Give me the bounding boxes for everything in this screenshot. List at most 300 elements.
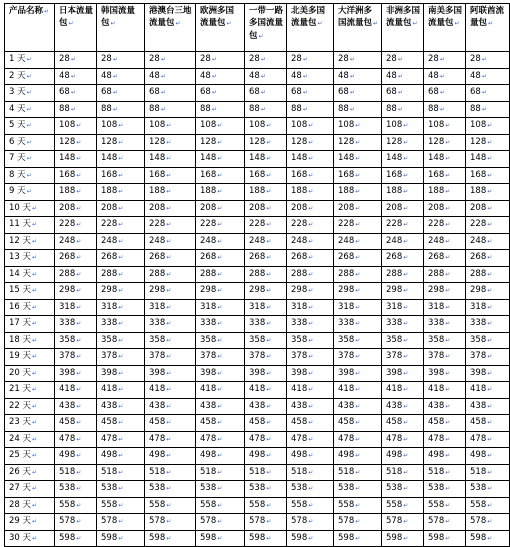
- price-cell: 288 ↵: [287, 266, 334, 283]
- price-cell: 358 ↵: [466, 332, 510, 349]
- price-cell: 458 ↵: [145, 415, 196, 432]
- price-cell: 168 ↵: [97, 167, 145, 184]
- price-cell: 418 ↵: [145, 382, 196, 399]
- price-cell: 518 ↵: [245, 464, 287, 481]
- price-cell: 208 ↵: [424, 200, 466, 217]
- price-cell: 538 ↵: [334, 481, 382, 498]
- price-cell: 378 ↵: [196, 349, 245, 366]
- price-cell: 458 ↵: [55, 415, 97, 432]
- price-cell: 578 ↵: [466, 514, 510, 531]
- price-cell: 518 ↵: [334, 464, 382, 481]
- price-cell: 128 ↵: [196, 134, 245, 151]
- price-cell: 68 ↵: [55, 85, 97, 102]
- price-cell: 338 ↵: [245, 316, 287, 333]
- price-cell: 108 ↵: [196, 118, 245, 135]
- price-cell: 538 ↵: [97, 481, 145, 498]
- price-cell: 358 ↵: [287, 332, 334, 349]
- price-cell: 168 ↵: [466, 167, 510, 184]
- price-cell: 318 ↵: [97, 299, 145, 316]
- price-cell: 558 ↵: [145, 497, 196, 514]
- price-cell: 398 ↵: [245, 365, 287, 382]
- price-cell: 298 ↵: [245, 283, 287, 300]
- price-cell: 298 ↵: [382, 283, 424, 300]
- price-cell: 128 ↵: [145, 134, 196, 151]
- table-row: [5, 332, 510, 349]
- price-cell: 188 ↵: [55, 184, 97, 201]
- price-cell: 188 ↵: [97, 184, 145, 201]
- price-cell: 558 ↵: [424, 497, 466, 514]
- price-cell: 358 ↵: [55, 332, 97, 349]
- price-cell: 88 ↵: [245, 101, 287, 118]
- table-row: [5, 514, 510, 531]
- price-cell: 398 ↵: [55, 365, 97, 382]
- price-cell: 168 ↵: [287, 167, 334, 184]
- price-cell: 438 ↵: [466, 398, 510, 415]
- day-label-cell: 30 天 ↵: [5, 530, 55, 547]
- day-label-cell: 1 天 ↵: [5, 52, 55, 69]
- price-cell: 248 ↵: [97, 233, 145, 250]
- price-cell: 208 ↵: [287, 200, 334, 217]
- price-cell: 538 ↵: [245, 481, 287, 498]
- price-cell: 478 ↵: [97, 431, 145, 448]
- price-cell: 188 ↵: [145, 184, 196, 201]
- day-label-cell: 10 天 ↵: [5, 200, 55, 217]
- price-cell: 378 ↵: [145, 349, 196, 366]
- price-cell: 248 ↵: [245, 233, 287, 250]
- price-cell: 268 ↵: [97, 250, 145, 267]
- table-row: [5, 151, 510, 168]
- price-cell: 108 ↵: [334, 118, 382, 135]
- day-label-cell: 22 天 ↵: [5, 398, 55, 415]
- column-header: 非洲多国流量包 ↵: [382, 4, 424, 52]
- price-cell: 48 ↵: [466, 68, 510, 85]
- price-cell: 68 ↵: [97, 85, 145, 102]
- day-label-cell: 15 天 ↵: [5, 283, 55, 300]
- table-row: [5, 134, 510, 151]
- price-cell: 28 ↵: [196, 52, 245, 69]
- day-label-cell: 24 天 ↵: [5, 431, 55, 448]
- price-cell: 518 ↵: [55, 464, 97, 481]
- price-cell: 268 ↵: [245, 250, 287, 267]
- price-cell: 268 ↵: [287, 250, 334, 267]
- price-cell: 558 ↵: [287, 497, 334, 514]
- price-cell: 108 ↵: [466, 118, 510, 135]
- price-cell: 128 ↵: [382, 134, 424, 151]
- price-cell: 478 ↵: [196, 431, 245, 448]
- price-cell: 478 ↵: [287, 431, 334, 448]
- price-cell: 578 ↵: [145, 514, 196, 531]
- price-cell: 68 ↵: [287, 85, 334, 102]
- price-cell: 148 ↵: [334, 151, 382, 168]
- price-cell: 598 ↵: [382, 530, 424, 547]
- price-cell: 68 ↵: [466, 85, 510, 102]
- price-cell: 248 ↵: [145, 233, 196, 250]
- price-cell: 438 ↵: [97, 398, 145, 415]
- price-cell: 358 ↵: [424, 332, 466, 349]
- price-cell: 578 ↵: [196, 514, 245, 531]
- price-cell: 338 ↵: [145, 316, 196, 333]
- price-cell: 298 ↵: [196, 283, 245, 300]
- price-cell: 318 ↵: [55, 299, 97, 316]
- price-cell: 458 ↵: [334, 415, 382, 432]
- price-cell: 538 ↵: [424, 481, 466, 498]
- table-row: [5, 398, 510, 415]
- price-cell: 68 ↵: [145, 85, 196, 102]
- price-cell: 168 ↵: [424, 167, 466, 184]
- price-cell: 228 ↵: [145, 217, 196, 234]
- price-cell: 288 ↵: [97, 266, 145, 283]
- price-cell: 338 ↵: [55, 316, 97, 333]
- column-header: 韩国流量包 ↵: [97, 4, 145, 52]
- price-cell: 538 ↵: [55, 481, 97, 498]
- price-cell: 208 ↵: [55, 200, 97, 217]
- price-cell: 48 ↵: [334, 68, 382, 85]
- price-cell: 598 ↵: [424, 530, 466, 547]
- price-cell: 458 ↵: [382, 415, 424, 432]
- price-cell: 128 ↵: [334, 134, 382, 151]
- day-label-cell: 26 天 ↵: [5, 464, 55, 481]
- price-cell: 168 ↵: [196, 167, 245, 184]
- day-label-cell: 11 天 ↵: [5, 217, 55, 234]
- day-label-cell: 5 天 ↵: [5, 118, 55, 135]
- price-cell: 128 ↵: [245, 134, 287, 151]
- price-cell: 208 ↵: [196, 200, 245, 217]
- price-cell: 518 ↵: [424, 464, 466, 481]
- table-row: [5, 316, 510, 333]
- price-cell: 558 ↵: [55, 497, 97, 514]
- price-cell: 458 ↵: [245, 415, 287, 432]
- price-cell: 558 ↵: [334, 497, 382, 514]
- price-cell: 298 ↵: [55, 283, 97, 300]
- price-cell: 498 ↵: [97, 448, 145, 465]
- price-cell: 128 ↵: [97, 134, 145, 151]
- price-cell: 228 ↵: [424, 217, 466, 234]
- price-cell: 358 ↵: [97, 332, 145, 349]
- price-cell: 248 ↵: [196, 233, 245, 250]
- product-name-header: 产品名称 ↵: [5, 4, 55, 52]
- price-cell: 148 ↵: [55, 151, 97, 168]
- price-cell: 398 ↵: [424, 365, 466, 382]
- day-label-cell: 3 天 ↵: [5, 85, 55, 102]
- price-cell: 168 ↵: [382, 167, 424, 184]
- price-cell: 148 ↵: [424, 151, 466, 168]
- price-cell: 538 ↵: [466, 481, 510, 498]
- column-header: 南美多国流量包 ↵: [424, 4, 466, 52]
- price-cell: 518 ↵: [287, 464, 334, 481]
- table-row: [5, 349, 510, 366]
- price-cell: 268 ↵: [196, 250, 245, 267]
- price-cell: 498 ↵: [245, 448, 287, 465]
- price-cell: 288 ↵: [245, 266, 287, 283]
- price-cell: 398 ↵: [145, 365, 196, 382]
- price-cell: 598 ↵: [466, 530, 510, 547]
- table-row: [5, 448, 510, 465]
- price-cell: 498 ↵: [466, 448, 510, 465]
- price-cell: 148 ↵: [145, 151, 196, 168]
- price-cell: 28 ↵: [245, 52, 287, 69]
- price-cell: 598 ↵: [145, 530, 196, 547]
- price-cell: 28 ↵: [466, 52, 510, 69]
- price-cell: 88 ↵: [334, 101, 382, 118]
- price-cell: 538 ↵: [145, 481, 196, 498]
- price-cell: 148 ↵: [97, 151, 145, 168]
- price-cell: 318 ↵: [334, 299, 382, 316]
- price-cell: 288 ↵: [196, 266, 245, 283]
- price-cell: 248 ↵: [55, 233, 97, 250]
- day-label-cell: 14 天 ↵: [5, 266, 55, 283]
- price-cell: 228 ↵: [334, 217, 382, 234]
- price-cell: 298 ↵: [334, 283, 382, 300]
- price-cell: 88 ↵: [466, 101, 510, 118]
- price-cell: 28 ↵: [55, 52, 97, 69]
- price-cell: 28 ↵: [287, 52, 334, 69]
- price-cell: 288 ↵: [466, 266, 510, 283]
- price-cell: 248 ↵: [424, 233, 466, 250]
- price-cell: 228 ↵: [245, 217, 287, 234]
- price-cell: 318 ↵: [287, 299, 334, 316]
- price-cell: 498 ↵: [287, 448, 334, 465]
- price-cell: 168 ↵: [245, 167, 287, 184]
- table-row: [5, 101, 510, 118]
- price-cell: 478 ↵: [334, 431, 382, 448]
- price-cell: 338 ↵: [382, 316, 424, 333]
- price-cell: 478 ↵: [424, 431, 466, 448]
- price-cell: 438 ↵: [145, 398, 196, 415]
- price-cell: 188 ↵: [287, 184, 334, 201]
- price-cell: 378 ↵: [466, 349, 510, 366]
- price-cell: 148 ↵: [466, 151, 510, 168]
- table-row: [5, 431, 510, 448]
- table-row: [5, 68, 510, 85]
- price-cell: 578 ↵: [287, 514, 334, 531]
- price-cell: 538 ↵: [287, 481, 334, 498]
- day-label-cell: 25 天 ↵: [5, 448, 55, 465]
- price-cell: 48 ↵: [196, 68, 245, 85]
- price-cell: 188 ↵: [245, 184, 287, 201]
- table-header-row: [5, 4, 510, 52]
- price-cell: 418 ↵: [382, 382, 424, 399]
- price-cell: 398 ↵: [466, 365, 510, 382]
- price-cell: 88 ↵: [55, 101, 97, 118]
- day-label-cell: 28 天 ↵: [5, 497, 55, 514]
- price-cell: 598 ↵: [245, 530, 287, 547]
- price-cell: 558 ↵: [382, 497, 424, 514]
- column-header: 阿联酋流量包 ↵: [466, 4, 510, 52]
- price-cell: 228 ↵: [466, 217, 510, 234]
- table-row: [5, 184, 510, 201]
- column-header: 日本流量包 ↵: [55, 4, 97, 52]
- day-label-cell: 8 天 ↵: [5, 167, 55, 184]
- price-cell: 208 ↵: [245, 200, 287, 217]
- price-cell: 298 ↵: [287, 283, 334, 300]
- price-cell: 268 ↵: [334, 250, 382, 267]
- table-row: [5, 250, 510, 267]
- price-cell: 228 ↵: [97, 217, 145, 234]
- price-cell: 108 ↵: [97, 118, 145, 135]
- price-cell: 478 ↵: [466, 431, 510, 448]
- table-row: [5, 85, 510, 102]
- price-cell: 518 ↵: [145, 464, 196, 481]
- price-cell: 598 ↵: [55, 530, 97, 547]
- table-row: [5, 167, 510, 184]
- price-cell: 108 ↵: [55, 118, 97, 135]
- price-cell: 108 ↵: [245, 118, 287, 135]
- table-row: [5, 530, 510, 547]
- price-cell: 128 ↵: [287, 134, 334, 151]
- price-cell: 68 ↵: [334, 85, 382, 102]
- table-row: [5, 497, 510, 514]
- price-cell: 558 ↵: [245, 497, 287, 514]
- price-cell: 518 ↵: [97, 464, 145, 481]
- price-cell: 538 ↵: [382, 481, 424, 498]
- price-cell: 438 ↵: [287, 398, 334, 415]
- price-cell: 398 ↵: [382, 365, 424, 382]
- price-cell: 418 ↵: [424, 382, 466, 399]
- column-header: 港澳台三地流量包 ↵: [145, 4, 196, 52]
- table-row: [5, 233, 510, 250]
- price-cell: 248 ↵: [287, 233, 334, 250]
- price-cell: 298 ↵: [145, 283, 196, 300]
- price-cell: 578 ↵: [97, 514, 145, 531]
- price-cell: 498 ↵: [196, 448, 245, 465]
- price-cell: 538 ↵: [196, 481, 245, 498]
- price-cell: 268 ↵: [382, 250, 424, 267]
- price-cell: 208 ↵: [97, 200, 145, 217]
- price-cell: 318 ↵: [145, 299, 196, 316]
- price-table: [4, 3, 510, 547]
- table-row: [5, 52, 510, 69]
- price-cell: 88 ↵: [97, 101, 145, 118]
- price-cell: 128 ↵: [55, 134, 97, 151]
- price-cell: 418 ↵: [287, 382, 334, 399]
- price-cell: 128 ↵: [466, 134, 510, 151]
- day-label-cell: 20 天 ↵: [5, 365, 55, 382]
- price-cell: 478 ↵: [145, 431, 196, 448]
- price-cell: 438 ↵: [424, 398, 466, 415]
- price-cell: 458 ↵: [466, 415, 510, 432]
- price-cell: 188 ↵: [424, 184, 466, 201]
- price-cell: 128 ↵: [424, 134, 466, 151]
- price-cell: 518 ↵: [466, 464, 510, 481]
- price-cell: 318 ↵: [424, 299, 466, 316]
- price-cell: 48 ↵: [145, 68, 196, 85]
- price-cell: 598 ↵: [196, 530, 245, 547]
- price-cell: 358 ↵: [245, 332, 287, 349]
- price-cell: 268 ↵: [145, 250, 196, 267]
- price-cell: 148 ↵: [196, 151, 245, 168]
- price-cell: 378 ↵: [245, 349, 287, 366]
- price-cell: 418 ↵: [334, 382, 382, 399]
- table-row: [5, 283, 510, 300]
- price-cell: 598 ↵: [287, 530, 334, 547]
- price-cell: 358 ↵: [382, 332, 424, 349]
- price-cell: 398 ↵: [287, 365, 334, 382]
- price-cell: 358 ↵: [334, 332, 382, 349]
- price-cell: 458 ↵: [97, 415, 145, 432]
- price-cell: 478 ↵: [55, 431, 97, 448]
- price-cell: 68 ↵: [245, 85, 287, 102]
- price-cell: 28 ↵: [97, 52, 145, 69]
- price-cell: 578 ↵: [334, 514, 382, 531]
- price-cell: 298 ↵: [97, 283, 145, 300]
- table-row: [5, 266, 510, 283]
- price-cell: 88 ↵: [382, 101, 424, 118]
- price-cell: 378 ↵: [287, 349, 334, 366]
- price-cell: 48 ↵: [424, 68, 466, 85]
- price-cell: 318 ↵: [196, 299, 245, 316]
- price-cell: 398 ↵: [97, 365, 145, 382]
- price-cell: 208 ↵: [334, 200, 382, 217]
- price-cell: 598 ↵: [334, 530, 382, 547]
- price-cell: 478 ↵: [245, 431, 287, 448]
- price-cell: 418 ↵: [196, 382, 245, 399]
- price-cell: 378 ↵: [382, 349, 424, 366]
- column-header: 欧洲多国流量包 ↵: [196, 4, 245, 52]
- price-cell: 438 ↵: [55, 398, 97, 415]
- day-label-cell: 23 天 ↵: [5, 415, 55, 432]
- price-cell: 558 ↵: [97, 497, 145, 514]
- price-cell: 378 ↵: [424, 349, 466, 366]
- price-cell: 438 ↵: [334, 398, 382, 415]
- price-cell: 248 ↵: [382, 233, 424, 250]
- price-cell: 268 ↵: [424, 250, 466, 267]
- day-label-cell: 12 天 ↵: [5, 233, 55, 250]
- table-row: [5, 365, 510, 382]
- price-cell: 378 ↵: [334, 349, 382, 366]
- price-cell: 578 ↵: [245, 514, 287, 531]
- price-cell: 208 ↵: [145, 200, 196, 217]
- price-cell: 338 ↵: [466, 316, 510, 333]
- table-row: [5, 464, 510, 481]
- day-label-cell: 21 天 ↵: [5, 382, 55, 399]
- price-cell: 168 ↵: [334, 167, 382, 184]
- price-cell: 288 ↵: [334, 266, 382, 283]
- price-cell: 88 ↵: [145, 101, 196, 118]
- column-header: 一带一路多国流量包 ↵: [245, 4, 287, 52]
- price-cell: 288 ↵: [382, 266, 424, 283]
- price-cell: 338 ↵: [97, 316, 145, 333]
- price-cell: 28 ↵: [145, 52, 196, 69]
- price-cell: 148 ↵: [245, 151, 287, 168]
- price-cell: 458 ↵: [424, 415, 466, 432]
- price-cell: 498 ↵: [424, 448, 466, 465]
- price-cell: 418 ↵: [466, 382, 510, 399]
- price-cell: 438 ↵: [196, 398, 245, 415]
- price-cell: 578 ↵: [382, 514, 424, 531]
- price-cell: 108 ↵: [382, 118, 424, 135]
- price-cell: 318 ↵: [382, 299, 424, 316]
- price-cell: 518 ↵: [196, 464, 245, 481]
- price-cell: 88 ↵: [196, 101, 245, 118]
- price-cell: 188 ↵: [196, 184, 245, 201]
- price-cell: 248 ↵: [466, 233, 510, 250]
- price-cell: 68 ↵: [382, 85, 424, 102]
- price-cell: 338 ↵: [424, 316, 466, 333]
- price-cell: 168 ↵: [55, 167, 97, 184]
- price-cell: 478 ↵: [382, 431, 424, 448]
- price-cell: 338 ↵: [196, 316, 245, 333]
- price-cell: 88 ↵: [287, 101, 334, 118]
- price-cell: 228 ↵: [287, 217, 334, 234]
- day-label-cell: 18 天 ↵: [5, 332, 55, 349]
- price-cell: 438 ↵: [382, 398, 424, 415]
- day-label-cell: 29 天 ↵: [5, 514, 55, 531]
- price-cell: 228 ↵: [55, 217, 97, 234]
- price-cell: 458 ↵: [287, 415, 334, 432]
- price-cell: 208 ↵: [382, 200, 424, 217]
- price-cell: 298 ↵: [424, 283, 466, 300]
- day-label-cell: 13 天 ↵: [5, 250, 55, 267]
